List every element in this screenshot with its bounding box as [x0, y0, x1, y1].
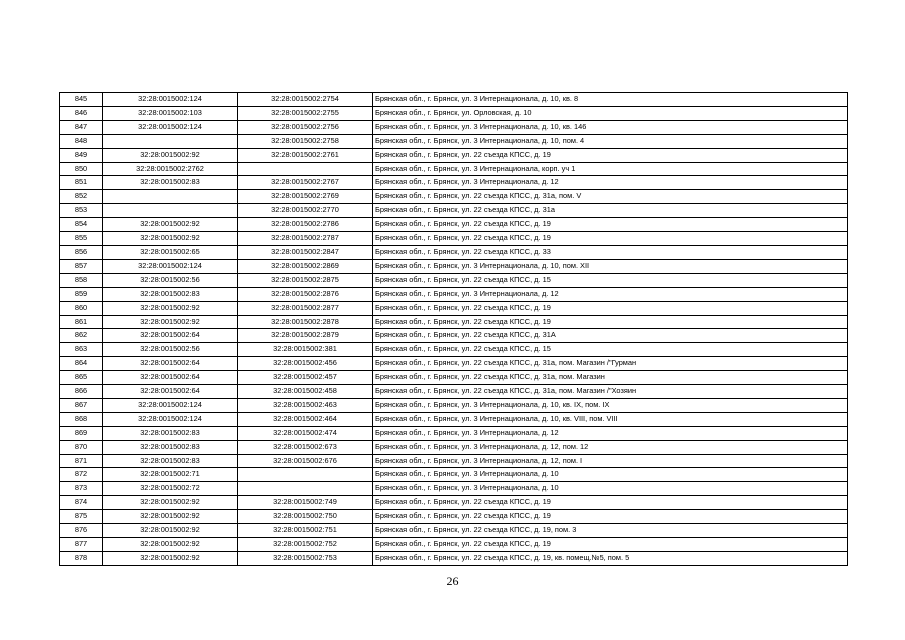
- cadastral-number-cell: 32:28:0015002:673: [238, 440, 373, 454]
- address-cell: Брянская обл., г. Брянск, ул. 3 Интернационала, корп. уч 1: [373, 162, 848, 176]
- row-number-cell: 867: [60, 398, 103, 412]
- table-row: [60, 551, 848, 565]
- address-cell: Брянская обл., г. Брянск, ул. 22 съезда КПСС, д. 31а, пом. Магазин /"Хозяин: [373, 385, 848, 399]
- table-row: [60, 93, 848, 107]
- parent-cadastral-number-cell: 32:28:0015002:83: [103, 176, 238, 190]
- row-number-cell: 871: [60, 454, 103, 468]
- table-row: [60, 245, 848, 259]
- address-cell: Брянская обл., г. Брянск, ул. 3 Интернационала, д. 12: [373, 426, 848, 440]
- table-row: [60, 204, 848, 218]
- cadastral-number-cell: 32:28:0015002:749: [238, 496, 373, 510]
- row-number-cell: 876: [60, 524, 103, 538]
- cadastral-number-cell: 32:28:0015002:463: [238, 398, 373, 412]
- cadastral-number-cell: 32:28:0015002:2847: [238, 245, 373, 259]
- cadastral-number-cell: 32:28:0015002:2878: [238, 315, 373, 329]
- row-number-cell: 872: [60, 468, 103, 482]
- table-row: [60, 454, 848, 468]
- parent-cadastral-number-cell: 32:28:0015002:83: [103, 440, 238, 454]
- address-cell: Брянская обл., г. Брянск, ул. 22 съезда КПСС, д. 31А: [373, 329, 848, 343]
- cadastral-number-cell: 32:28:0015002:2769: [238, 190, 373, 204]
- table-row: [60, 371, 848, 385]
- row-number-cell: 862: [60, 329, 103, 343]
- address-cell: Брянская обл., г. Брянск, ул. 3 Интернационала, д. 10: [373, 468, 848, 482]
- parent-cadastral-number-cell: 32:28:0015002:103: [103, 106, 238, 120]
- parent-cadastral-number-cell: 32:28:0015002:83: [103, 287, 238, 301]
- cadastral-number-cell: 32:28:0015002:2877: [238, 301, 373, 315]
- address-cell: Брянская обл., г. Брянск, ул. 22 съезда КПСС, д. 31а, пом. Магазин /"Гурман: [373, 357, 848, 371]
- parent-cadastral-number-cell: [103, 190, 238, 204]
- row-number-cell: 860: [60, 301, 103, 315]
- table-row: [60, 440, 848, 454]
- parent-cadastral-number-cell: 32:28:0015002:56: [103, 343, 238, 357]
- table-row: [60, 162, 848, 176]
- address-cell: Брянская обл., г. Брянск, ул. 3 Интернационала, д. 12: [373, 176, 848, 190]
- row-number-cell: 861: [60, 315, 103, 329]
- address-cell: Брянская обл., г. Брянск, ул. 22 съезда КПСС, д. 19: [373, 148, 848, 162]
- table-row: [60, 468, 848, 482]
- row-number-cell: 878: [60, 551, 103, 565]
- row-number-cell: 858: [60, 273, 103, 287]
- property-registry-table: [59, 92, 848, 566]
- parent-cadastral-number-cell: 32:28:0015002:124: [103, 120, 238, 134]
- row-number-cell: 870: [60, 440, 103, 454]
- address-cell: Брянская обл., г. Брянск, ул. 3 Интернационала, д. 10, кв. VIII, пом. VIII: [373, 412, 848, 426]
- address-cell: Брянская обл., г. Брянск, ул. 3 Интернационала, д. 12: [373, 287, 848, 301]
- cadastral-number-cell: 32:28:0015002:752: [238, 538, 373, 552]
- row-number-cell: 877: [60, 538, 103, 552]
- cadastral-number-cell: [238, 482, 373, 496]
- parent-cadastral-number-cell: 32:28:0015002:92: [103, 218, 238, 232]
- parent-cadastral-number-cell: 32:28:0015002:71: [103, 468, 238, 482]
- parent-cadastral-number-cell: [103, 204, 238, 218]
- parent-cadastral-number-cell: 32:28:0015002:64: [103, 385, 238, 399]
- parent-cadastral-number-cell: 32:28:0015002:124: [103, 412, 238, 426]
- parent-cadastral-number-cell: 32:28:0015002:124: [103, 93, 238, 107]
- table-row: [60, 385, 848, 399]
- cadastral-number-cell: 32:28:0015002:2787: [238, 232, 373, 246]
- cadastral-number-cell: 32:28:0015002:2758: [238, 134, 373, 148]
- cadastral-number-cell: [238, 468, 373, 482]
- parent-cadastral-number-cell: 32:28:0015002:64: [103, 371, 238, 385]
- cadastral-number-cell: 32:28:0015002:457: [238, 371, 373, 385]
- table-row: [60, 538, 848, 552]
- row-number-cell: 868: [60, 412, 103, 426]
- cadastral-number-cell: 32:28:0015002:2770: [238, 204, 373, 218]
- row-number-cell: 859: [60, 287, 103, 301]
- parent-cadastral-number-cell: 32:28:0015002:64: [103, 329, 238, 343]
- row-number-cell: 856: [60, 245, 103, 259]
- cadastral-number-cell: 32:28:0015002:381: [238, 343, 373, 357]
- cadastral-number-cell: 32:28:0015002:2875: [238, 273, 373, 287]
- row-number-cell: 845: [60, 93, 103, 107]
- cadastral-number-cell: 32:28:0015002:2756: [238, 120, 373, 134]
- table-row: [60, 357, 848, 371]
- table-row: [60, 232, 848, 246]
- parent-cadastral-number-cell: 32:28:0015002:64: [103, 357, 238, 371]
- address-cell: Брянская обл., г. Брянск, ул. 22 съезда КПСС, д. 19: [373, 510, 848, 524]
- table-row: [60, 134, 848, 148]
- table-row: [60, 315, 848, 329]
- cadastral-number-cell: 32:28:0015002:2767: [238, 176, 373, 190]
- table-row: [60, 218, 848, 232]
- table-row: [60, 482, 848, 496]
- table-row: [60, 496, 848, 510]
- row-number-cell: 853: [60, 204, 103, 218]
- address-cell: Брянская обл., г. Брянск, ул. 22 съезда КПСС, д. 31а, пом. Магазин: [373, 371, 848, 385]
- table-row: [60, 398, 848, 412]
- parent-cadastral-number-cell: 32:28:0015002:92: [103, 496, 238, 510]
- table-row: [60, 412, 848, 426]
- cadastral-number-cell: 32:28:0015002:2761: [238, 148, 373, 162]
- row-number-cell: 855: [60, 232, 103, 246]
- cadastral-number-cell: 32:28:0015002:464: [238, 412, 373, 426]
- parent-cadastral-number-cell: 32:28:0015002:65: [103, 245, 238, 259]
- cadastral-number-cell: 32:28:0015002:2876: [238, 287, 373, 301]
- parent-cadastral-number-cell: 32:28:0015002:2762: [103, 162, 238, 176]
- address-cell: Брянская обл., г. Брянск, ул. 3 Интернационала, д. 10: [373, 482, 848, 496]
- row-number-cell: 847: [60, 120, 103, 134]
- row-number-cell: 852: [60, 190, 103, 204]
- address-cell: Брянская обл., г. Брянск, ул. 3 Интернационала, д. 12, пом. 12: [373, 440, 848, 454]
- cadastral-number-cell: 32:28:0015002:676: [238, 454, 373, 468]
- table-row: [60, 273, 848, 287]
- parent-cadastral-number-cell: 32:28:0015002:92: [103, 301, 238, 315]
- row-number-cell: 875: [60, 510, 103, 524]
- address-cell: Брянская обл., г. Брянск, ул. 22 съезда КПСС, д. 31а, пом. V: [373, 190, 848, 204]
- parent-cadastral-number-cell: 32:28:0015002:92: [103, 551, 238, 565]
- cadastral-number-cell: 32:28:0015002:2755: [238, 106, 373, 120]
- table-row: [60, 120, 848, 134]
- parent-cadastral-number-cell: 32:28:0015002:124: [103, 259, 238, 273]
- address-cell: Брянская обл., г. Брянск, ул. 22 съезда КПСС, д. 19, пом. 3: [373, 524, 848, 538]
- address-cell: Брянская обл., г. Брянск, ул. 22 съезда КПСС, д. 19, кв. помещ.№5, пом. 5: [373, 551, 848, 565]
- table-row: [60, 259, 848, 273]
- table-row: [60, 287, 848, 301]
- address-cell: Брянская обл., г. Брянск, ул. 22 съезда КПСС, д. 19: [373, 218, 848, 232]
- cadastral-number-cell: 32:28:0015002:751: [238, 524, 373, 538]
- parent-cadastral-number-cell: [103, 134, 238, 148]
- table-body: [60, 93, 848, 566]
- row-number-cell: 848: [60, 134, 103, 148]
- row-number-cell: 854: [60, 218, 103, 232]
- cadastral-number-cell: 32:28:0015002:456: [238, 357, 373, 371]
- table-row: [60, 426, 848, 440]
- address-cell: Брянская обл., г. Брянск, ул. 22 съезда КПСС, д. 19: [373, 232, 848, 246]
- address-cell: Брянская обл., г. Брянск, ул. 3 Интернационала, д. 10, пом. 4: [373, 134, 848, 148]
- row-number-cell: 846: [60, 106, 103, 120]
- parent-cadastral-number-cell: 32:28:0015002:124: [103, 398, 238, 412]
- address-cell: Брянская обл., г. Брянск, ул. 3 Интернационала, д. 12, пом. I: [373, 454, 848, 468]
- parent-cadastral-number-cell: 32:28:0015002:83: [103, 426, 238, 440]
- row-number-cell: 863: [60, 343, 103, 357]
- address-cell: Брянская обл., г. Брянск, ул. 3 Интернационала, д. 10, кв. 146: [373, 120, 848, 134]
- table-row: [60, 190, 848, 204]
- row-number-cell: 873: [60, 482, 103, 496]
- address-cell: Брянская обл., г. Брянск, ул. 22 съезда КПСС, д. 19: [373, 301, 848, 315]
- row-number-cell: 849: [60, 148, 103, 162]
- table-row: [60, 510, 848, 524]
- row-number-cell: 865: [60, 371, 103, 385]
- cadastral-number-cell: 32:28:0015002:2786: [238, 218, 373, 232]
- parent-cadastral-number-cell: 32:28:0015002:72: [103, 482, 238, 496]
- row-number-cell: 857: [60, 259, 103, 273]
- address-cell: Брянская обл., г. Брянск, ул. 22 съезда КПСС, д. 19: [373, 315, 848, 329]
- cadastral-number-cell: [238, 162, 373, 176]
- cadastral-number-cell: 32:28:0015002:2879: [238, 329, 373, 343]
- row-number-cell: 874: [60, 496, 103, 510]
- row-number-cell: 866: [60, 385, 103, 399]
- address-cell: Брянская обл., г. Брянск, ул. 3 Интернационала, д. 10, кв. 8: [373, 93, 848, 107]
- address-cell: Брянская обл., г. Брянск, ул. 22 съезда КПСС, д. 19: [373, 496, 848, 510]
- cadastral-number-cell: 32:28:0015002:458: [238, 385, 373, 399]
- address-cell: Брянская обл., г. Брянск, ул. 22 съезда КПСС, д. 15: [373, 343, 848, 357]
- parent-cadastral-number-cell: 32:28:0015002:83: [103, 454, 238, 468]
- parent-cadastral-number-cell: 32:28:0015002:92: [103, 538, 238, 552]
- table-row: [60, 176, 848, 190]
- parent-cadastral-number-cell: 32:28:0015002:92: [103, 524, 238, 538]
- address-cell: Брянская обл., г. Брянск, ул. 22 съезда КПСС, д. 15: [373, 273, 848, 287]
- parent-cadastral-number-cell: 32:28:0015002:92: [103, 315, 238, 329]
- address-cell: Брянская обл., г. Брянск, ул. 3 Интернационала, д. 10, пом. XII: [373, 259, 848, 273]
- row-number-cell: 851: [60, 176, 103, 190]
- address-cell: Брянская обл., г. Брянск, ул. 22 съезда КПСС, д. 33: [373, 245, 848, 259]
- table-row: [60, 329, 848, 343]
- row-number-cell: 869: [60, 426, 103, 440]
- address-cell: Брянская обл., г. Брянск, ул. 22 съезда КПСС, д. 19: [373, 538, 848, 552]
- parent-cadastral-number-cell: 32:28:0015002:92: [103, 148, 238, 162]
- cadastral-number-cell: 32:28:0015002:474: [238, 426, 373, 440]
- table-row: [60, 524, 848, 538]
- table-row: [60, 148, 848, 162]
- address-cell: Брянская обл., г. Брянск, ул. 3 Интернационала, д. 10, кв. IX, пом. IX: [373, 398, 848, 412]
- cadastral-number-cell: 32:28:0015002:750: [238, 510, 373, 524]
- row-number-cell: 850: [60, 162, 103, 176]
- parent-cadastral-number-cell: 32:28:0015002:56: [103, 273, 238, 287]
- table-row: [60, 301, 848, 315]
- cadastral-number-cell: 32:28:0015002:2869: [238, 259, 373, 273]
- parent-cadastral-number-cell: 32:28:0015002:92: [103, 232, 238, 246]
- page-number: 26: [446, 574, 459, 588]
- address-cell: Брянская обл., г. Брянск, ул. 22 съезда КПСС, д. 31а: [373, 204, 848, 218]
- cadastral-number-cell: 32:28:0015002:753: [238, 551, 373, 565]
- row-number-cell: 864: [60, 357, 103, 371]
- cadastral-number-cell: 32:28:0015002:2754: [238, 93, 373, 107]
- address-cell: Брянская обл., г. Брянск, ул. Орловская, д. 10: [373, 106, 848, 120]
- parent-cadastral-number-cell: 32:28:0015002:92: [103, 510, 238, 524]
- table-row: [60, 106, 848, 120]
- table-row: [60, 343, 848, 357]
